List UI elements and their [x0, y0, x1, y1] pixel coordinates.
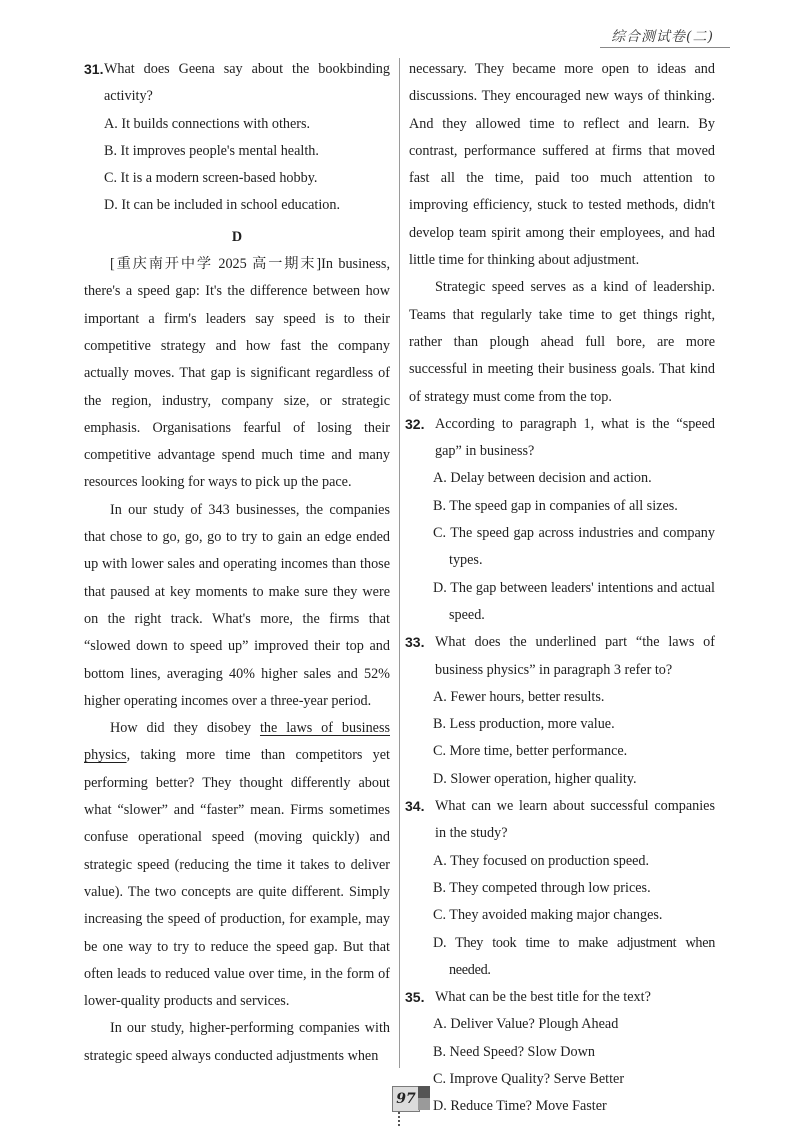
underlined-phrase: the laws of business physics	[84, 720, 390, 764]
question-number: 34.	[405, 798, 425, 815]
question-35	[405, 984, 715, 1011]
question-number: 32.	[405, 415, 425, 432]
option-a: A. Deliver Value? Plough Ahead	[433, 1016, 619, 1033]
option-b: B. Less production, more value.	[433, 716, 615, 733]
page-header-title: 综合测试卷(二)	[611, 29, 714, 45]
column-divider	[399, 58, 400, 1068]
paragraph-3-start: How did they disobey	[110, 720, 260, 737]
page-number-decoration-lower	[418, 1098, 430, 1110]
option-d: D. Reduce Time? Move Faster	[433, 1098, 607, 1115]
option-c: C. More time, better performance.	[433, 743, 628, 760]
option-a: A. Fewer hours, better results.	[433, 688, 605, 705]
question-stem: What does Geena say about the bookbinding activity?	[104, 61, 390, 105]
option-c: C. The speed gap across industries and company types.	[433, 525, 715, 569]
passage-paragraph-5: Strategic speed serves as a kind of leadership. Teams that regularly take time to get things right, rather than plough ahead full bore, are more successful in meeting their business goals. That kind of strategy must come from the top.	[409, 279, 715, 405]
passage-paragraph-1	[84, 251, 390, 497]
page-number-decoration	[418, 1086, 430, 1098]
page-number-dots	[398, 1112, 403, 1126]
paragraph-3-rest: , taking more time than competitors yet performing better? They thought differently about what “slower” and “faster” mean. Firms sometimes confuse operational speed (moving quickly) and strategic speed (reducing the time it takes to deliver value). The two concepts are quite different. Simply increasing the speed of production, for example, may be one way to try to reduce the speed gap. But that often leads to reduced value over time, in the form of lower-quality products and services.	[84, 747, 390, 1010]
option-d: D. The gap between leaders' intentions and actual speed.	[433, 579, 715, 623]
option-a: A. Delay between decision and action.	[433, 470, 652, 487]
passage-paragraph-4-continued: necessary. They became more open to ideas and discussions. They encouraged new ways of thinking. And they allowed time to reflect and learn. By contrast, performance suffered at firms that moved fast all the time, paid too much attention to improving efficiency, stuck to tested methods, didn't develop team spirit among their employees, and had little time for thinking about adjustment.	[409, 61, 715, 269]
passage-paragraph-4-start: In our study, higher-performing companies with strategic speed always conducted adjustments when	[84, 1020, 390, 1064]
question-stem: What does the underlined part “the laws of business physics” in paragraph 3 refer to?	[435, 634, 715, 678]
question-stem: What can be the best title for the text?	[435, 989, 651, 1006]
paragraph-1-text: In business, there's a speed gap: It's the difference between how important a firm's leaders say speed is to their competitive strategy and how fast the company actually moves. That gap is significant regardless of the region, industry, company size, or strategic emphasis. Organisations fearful of losing their competitive advantage spend much time and many resources looking for ways to pick up the pace.	[84, 256, 390, 491]
question-number: 35.	[405, 989, 425, 1006]
question-stem: According to paragraph 1, what is the “speed gap” in business?	[435, 415, 715, 460]
option-d: D. It can be included in school education.	[104, 197, 340, 214]
option-d: D. Slower operation, higher quality.	[433, 770, 637, 787]
section-letter: D	[231, 228, 243, 245]
question-34	[405, 793, 715, 848]
option-d: D. They took time to make adjustment when needed.	[433, 934, 715, 978]
option-a: A. It builds connections with others.	[104, 115, 311, 132]
option-c: C. Improve Quality? Serve Better	[433, 1070, 625, 1087]
question-31	[84, 56, 390, 111]
passage-paragraph-2: In our study of 343 businesses, the companies that chose to go, go, go to try to gain an edge ended up with lower sales and operating incomes than those that paused at key moments to make sure they were on the right track. What's more, the firms that “slowed down to speed up” improved their top and bottom lines, averaging 40% higher sales and 52% higher operating incomes over a three-year period.	[84, 501, 390, 709]
question-33	[405, 629, 715, 684]
option-c: C. It is a modern screen-based hobby.	[104, 170, 318, 187]
passage-paragraph-3	[84, 715, 390, 1015]
option-c: C. They avoided making major changes.	[433, 907, 663, 924]
page-number: 97	[392, 1086, 420, 1112]
question-32	[405, 411, 715, 466]
header-rule	[600, 47, 730, 48]
option-b: B. It improves people's mental health.	[104, 142, 319, 159]
question-stem: What can we learn about successful companies in the study?	[435, 798, 715, 842]
option-a: A. They focused on production speed.	[433, 852, 650, 869]
left-column	[84, 56, 390, 1070]
option-b: B. The speed gap in companies of all sizes.	[433, 497, 678, 514]
option-b: B. They competed through low prices.	[433, 879, 651, 896]
option-b: B. Need Speed? Slow Down	[433, 1043, 595, 1060]
passage-source: [重庆南开中学 2025 高一期末]	[110, 256, 322, 273]
question-number: 33.	[405, 634, 425, 651]
question-number: 31.	[84, 61, 104, 77]
